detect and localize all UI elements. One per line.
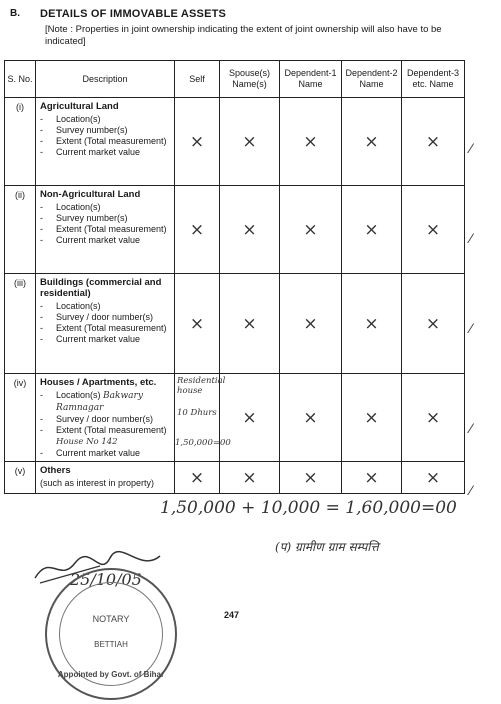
cross-mark: ×	[402, 374, 465, 462]
row-sno: (iv)	[5, 374, 36, 462]
stamp-text-mid: BETTIAH	[94, 640, 128, 649]
table-row	[5, 186, 465, 274]
cross-mark: ×	[402, 462, 465, 494]
col-header-self: Self	[175, 61, 220, 98]
list-item: - Extent (Total measurement)	[40, 136, 167, 146]
row-category: Buildings (commercial and residential)	[40, 277, 162, 299]
table-row	[5, 374, 465, 462]
cross-mark: ×	[342, 462, 402, 494]
row-description	[36, 186, 175, 274]
notary-stamp	[45, 568, 177, 700]
handwritten-total: 1,50,000 + 10,000 = 1,60,000=00	[160, 498, 457, 518]
row-category: Houses / Apartments, etc.	[40, 377, 157, 388]
self-house-entry	[175, 374, 231, 462]
cross-mark: ×	[175, 462, 220, 494]
row-sno: (v)	[5, 462, 36, 494]
margin-tick-icon: ⁄	[470, 420, 473, 436]
table-row	[5, 274, 465, 374]
cross-mark: ×	[342, 186, 402, 274]
margin-tick-icon: ⁄	[470, 482, 473, 498]
list-item: - Current market value	[40, 448, 141, 458]
handwritten-door-number: House No 142	[56, 437, 118, 447]
row-category: Agricultural Land	[40, 101, 119, 112]
cross-mark: ×	[280, 374, 342, 462]
cross-mark: ×	[342, 274, 402, 374]
handwritten-remark: (प) ग्रामीण ग्राम सम्पत्ति	[275, 540, 379, 554]
immovable-assets-table	[4, 60, 465, 494]
col-header-dependent-3: Dependent-3 etc. Name	[402, 61, 465, 98]
list-item: - Current market value	[40, 147, 141, 157]
list-item: - Extent (Total measurement) House No 142	[40, 425, 167, 447]
row-sno: (iii)	[5, 274, 36, 374]
row-description	[36, 98, 175, 186]
stamp-ring-text: Appointed by Govt. of Bihar	[57, 670, 165, 679]
table-row	[5, 98, 465, 186]
cross-mark: ×	[175, 186, 220, 274]
table-header-row	[5, 61, 465, 98]
list-item: - Extent (Total measurement)	[40, 224, 167, 234]
cross-mark: ×	[280, 98, 342, 186]
cross-mark: ×	[220, 98, 280, 186]
row-category-detail: (such as interest in property)	[40, 478, 155, 488]
handwritten-extent: 10 Dhurs	[177, 408, 217, 418]
row-description	[36, 274, 175, 374]
col-header-spouse: Spouse(s) Name(s)	[220, 61, 280, 98]
col-header-dependent-1: Dependent-1 Name	[280, 61, 342, 98]
list-item: - Current market value	[40, 334, 141, 344]
cross-mark: ×	[220, 186, 280, 274]
col-header-description: Description	[36, 61, 175, 98]
cross-mark: ×	[342, 374, 402, 462]
cross-mark: ×	[175, 98, 220, 186]
handwritten-market-value: 1,50,000=00	[175, 438, 231, 448]
handwritten-location: Bakwary Ramnagar	[56, 391, 143, 413]
list-item: - Survey / door number(s)	[40, 414, 154, 424]
margin-tick-icon: ⁄	[470, 140, 473, 156]
cross-mark: ×	[402, 274, 465, 374]
cross-mark: ×	[220, 274, 280, 374]
row-description	[36, 462, 175, 494]
margin-tick-icon: ⁄	[470, 230, 473, 246]
page-number: 247	[224, 610, 240, 620]
cross-mark: ×	[280, 186, 342, 274]
list-item: - Location(s)	[40, 202, 101, 212]
list-item: - Survey number(s)	[40, 125, 128, 135]
row-category: Others	[40, 465, 71, 476]
list-item: - Location(s)	[40, 301, 101, 311]
row-sno: (ii)	[5, 186, 36, 274]
cross-mark: ×	[280, 274, 342, 374]
list-item: - Current market value	[40, 235, 141, 245]
cross-mark: ×	[280, 462, 342, 494]
list-item: - Location(s)	[40, 114, 101, 124]
cross-mark: ×	[220, 374, 280, 462]
handwritten-house-type: Residential house	[177, 376, 226, 396]
table-row	[5, 462, 465, 494]
cross-mark: ×	[402, 186, 465, 274]
stamp-text-top: NOTARY	[92, 614, 130, 624]
col-header-dependent-2: Dependent-2 Name	[342, 61, 402, 98]
list-item: - Extent (Total measurement)	[40, 323, 167, 333]
list-item: - Survey / door number(s)	[40, 312, 154, 322]
cross-mark: ×	[342, 98, 402, 186]
col-header-sno: S. No.	[5, 61, 36, 98]
margin-tick-icon: ⁄	[470, 320, 473, 336]
list-item: - Location(s) Bakwary Ramnagar	[40, 390, 143, 413]
cross-mark: ×	[175, 274, 220, 374]
signature-date: 25/10/05	[70, 570, 142, 589]
cross-mark: ×	[402, 98, 465, 186]
list-item: - Survey number(s)	[40, 213, 128, 223]
section-title: DETAILS OF IMMOVABLE ASSETS	[40, 8, 227, 20]
section-letter: B.	[10, 8, 20, 19]
row-sno: (i)	[5, 98, 36, 186]
section-note: [Note : Properties in joint ownership indicating the extent of joint ownership will also have to be indicated]	[45, 24, 442, 47]
row-description	[36, 374, 175, 462]
row-category: Non-Agricultural Land	[40, 189, 141, 200]
cross-mark: ×	[220, 462, 280, 494]
